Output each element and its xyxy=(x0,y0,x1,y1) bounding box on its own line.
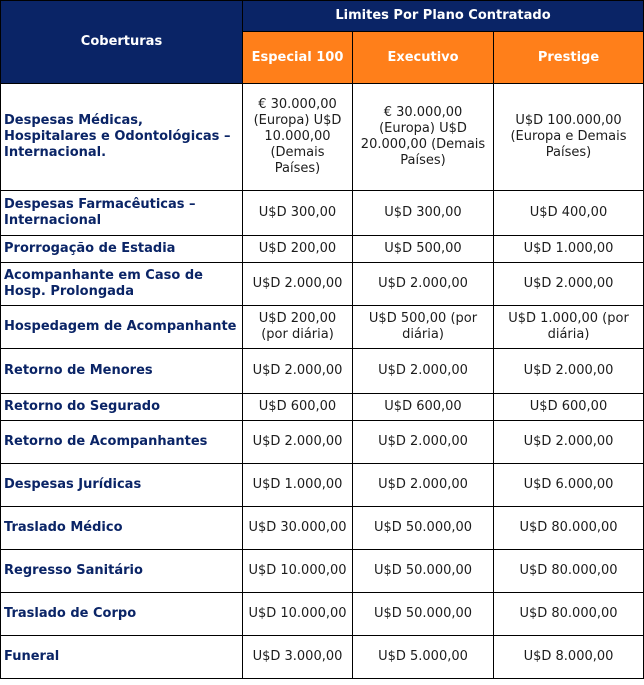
value-executivo: U$D 5.000,00 xyxy=(353,636,494,679)
plan-header-especial: Especial 100 xyxy=(243,32,353,84)
value-executivo: U$D 50.000,00 xyxy=(353,550,494,593)
value-executivo: U$D 2.000,00 xyxy=(353,421,494,464)
coverage-column-header: Coberturas xyxy=(1,1,243,84)
table-row xyxy=(1,191,644,236)
row-label: Despesas Farmacêuticas – Internacional xyxy=(1,191,243,236)
plan-header-executivo: Executivo xyxy=(353,32,494,84)
table-row xyxy=(1,507,644,550)
row-label: Regresso Sanitário xyxy=(1,550,243,593)
value-especial: U$D 200,00 (por diária) xyxy=(243,306,353,349)
value-prestige: U$D 1.000,00 (por diária) xyxy=(494,306,644,349)
table-row xyxy=(1,306,644,349)
table-row xyxy=(1,236,644,263)
row-label: Retorno de Acompanhantes xyxy=(1,421,243,464)
value-executivo: U$D 500,00 (por diária) xyxy=(353,306,494,349)
value-executivo: U$D 2.000,00 xyxy=(353,349,494,394)
value-executivo: U$D 300,00 xyxy=(353,191,494,236)
limits-header: Limites Por Plano Contratado xyxy=(243,1,644,32)
table-row xyxy=(1,464,644,507)
row-label: Retorno do Segurado xyxy=(1,394,243,421)
value-executivo: U$D 500,00 xyxy=(353,236,494,263)
value-executivo: U$D 2.000,00 xyxy=(353,263,494,306)
row-label: Prorrogação de Estadia xyxy=(1,236,243,263)
value-executivo: € 30.000,00 (Europa) U$D 20.000,00 (Demais Países) xyxy=(353,84,494,191)
value-especial: U$D 2.000,00 xyxy=(243,349,353,394)
value-prestige: U$D 80.000,00 xyxy=(494,593,644,636)
row-label: Funeral xyxy=(1,636,243,679)
value-especial: U$D 30.000,00 xyxy=(243,507,353,550)
row-label: Traslado de Corpo xyxy=(1,593,243,636)
table-row xyxy=(1,636,644,679)
value-especial: U$D 10.000,00 xyxy=(243,593,353,636)
value-executivo: U$D 50.000,00 xyxy=(353,593,494,636)
table-row xyxy=(1,421,644,464)
row-label: Hospedagem de Acompanhante xyxy=(1,306,243,349)
value-prestige: U$D 6.000,00 xyxy=(494,464,644,507)
row-label: Despesas Jurídicas xyxy=(1,464,243,507)
table-row xyxy=(1,593,644,636)
value-prestige: U$D 2.000,00 xyxy=(494,421,644,464)
row-label: Retorno de Menores xyxy=(1,349,243,394)
value-prestige: U$D 80.000,00 xyxy=(494,550,644,593)
value-prestige: U$D 600,00 xyxy=(494,394,644,421)
table-row xyxy=(1,349,644,394)
value-especial: € 30.000,00 (Europa) U$D 10.000,00 (Demais Países) xyxy=(243,84,353,191)
value-executivo: U$D 50.000,00 xyxy=(353,507,494,550)
table-row xyxy=(1,84,644,191)
value-executivo: U$D 2.000,00 xyxy=(353,464,494,507)
value-especial: U$D 1.000,00 xyxy=(243,464,353,507)
value-prestige: U$D 100.000,00 (Europa e Demais Países) xyxy=(494,84,644,191)
row-label: Traslado Médico xyxy=(1,507,243,550)
table-row xyxy=(1,550,644,593)
value-prestige: U$D 8.000,00 xyxy=(494,636,644,679)
header-row-top xyxy=(1,1,644,32)
value-especial: U$D 10.000,00 xyxy=(243,550,353,593)
row-label: Despesas Médicas, Hospitalares e Odontológicas – Internacional. xyxy=(1,84,243,191)
value-especial: U$D 2.000,00 xyxy=(243,263,353,306)
value-prestige: U$D 2.000,00 xyxy=(494,263,644,306)
value-especial: U$D 3.000,00 xyxy=(243,636,353,679)
value-especial: U$D 200,00 xyxy=(243,236,353,263)
table-row xyxy=(1,263,644,306)
row-label: Acompanhante em Caso de Hosp. Prolongada xyxy=(1,263,243,306)
value-prestige: U$D 80.000,00 xyxy=(494,507,644,550)
value-especial: U$D 300,00 xyxy=(243,191,353,236)
plan-header-prestige: Prestige xyxy=(494,32,644,84)
value-executivo: U$D 600,00 xyxy=(353,394,494,421)
value-prestige: U$D 400,00 xyxy=(494,191,644,236)
table-row xyxy=(1,394,644,421)
value-especial: U$D 2.000,00 xyxy=(243,421,353,464)
value-prestige: U$D 2.000,00 xyxy=(494,349,644,394)
value-prestige: U$D 1.000,00 xyxy=(494,236,644,263)
value-especial: U$D 600,00 xyxy=(243,394,353,421)
